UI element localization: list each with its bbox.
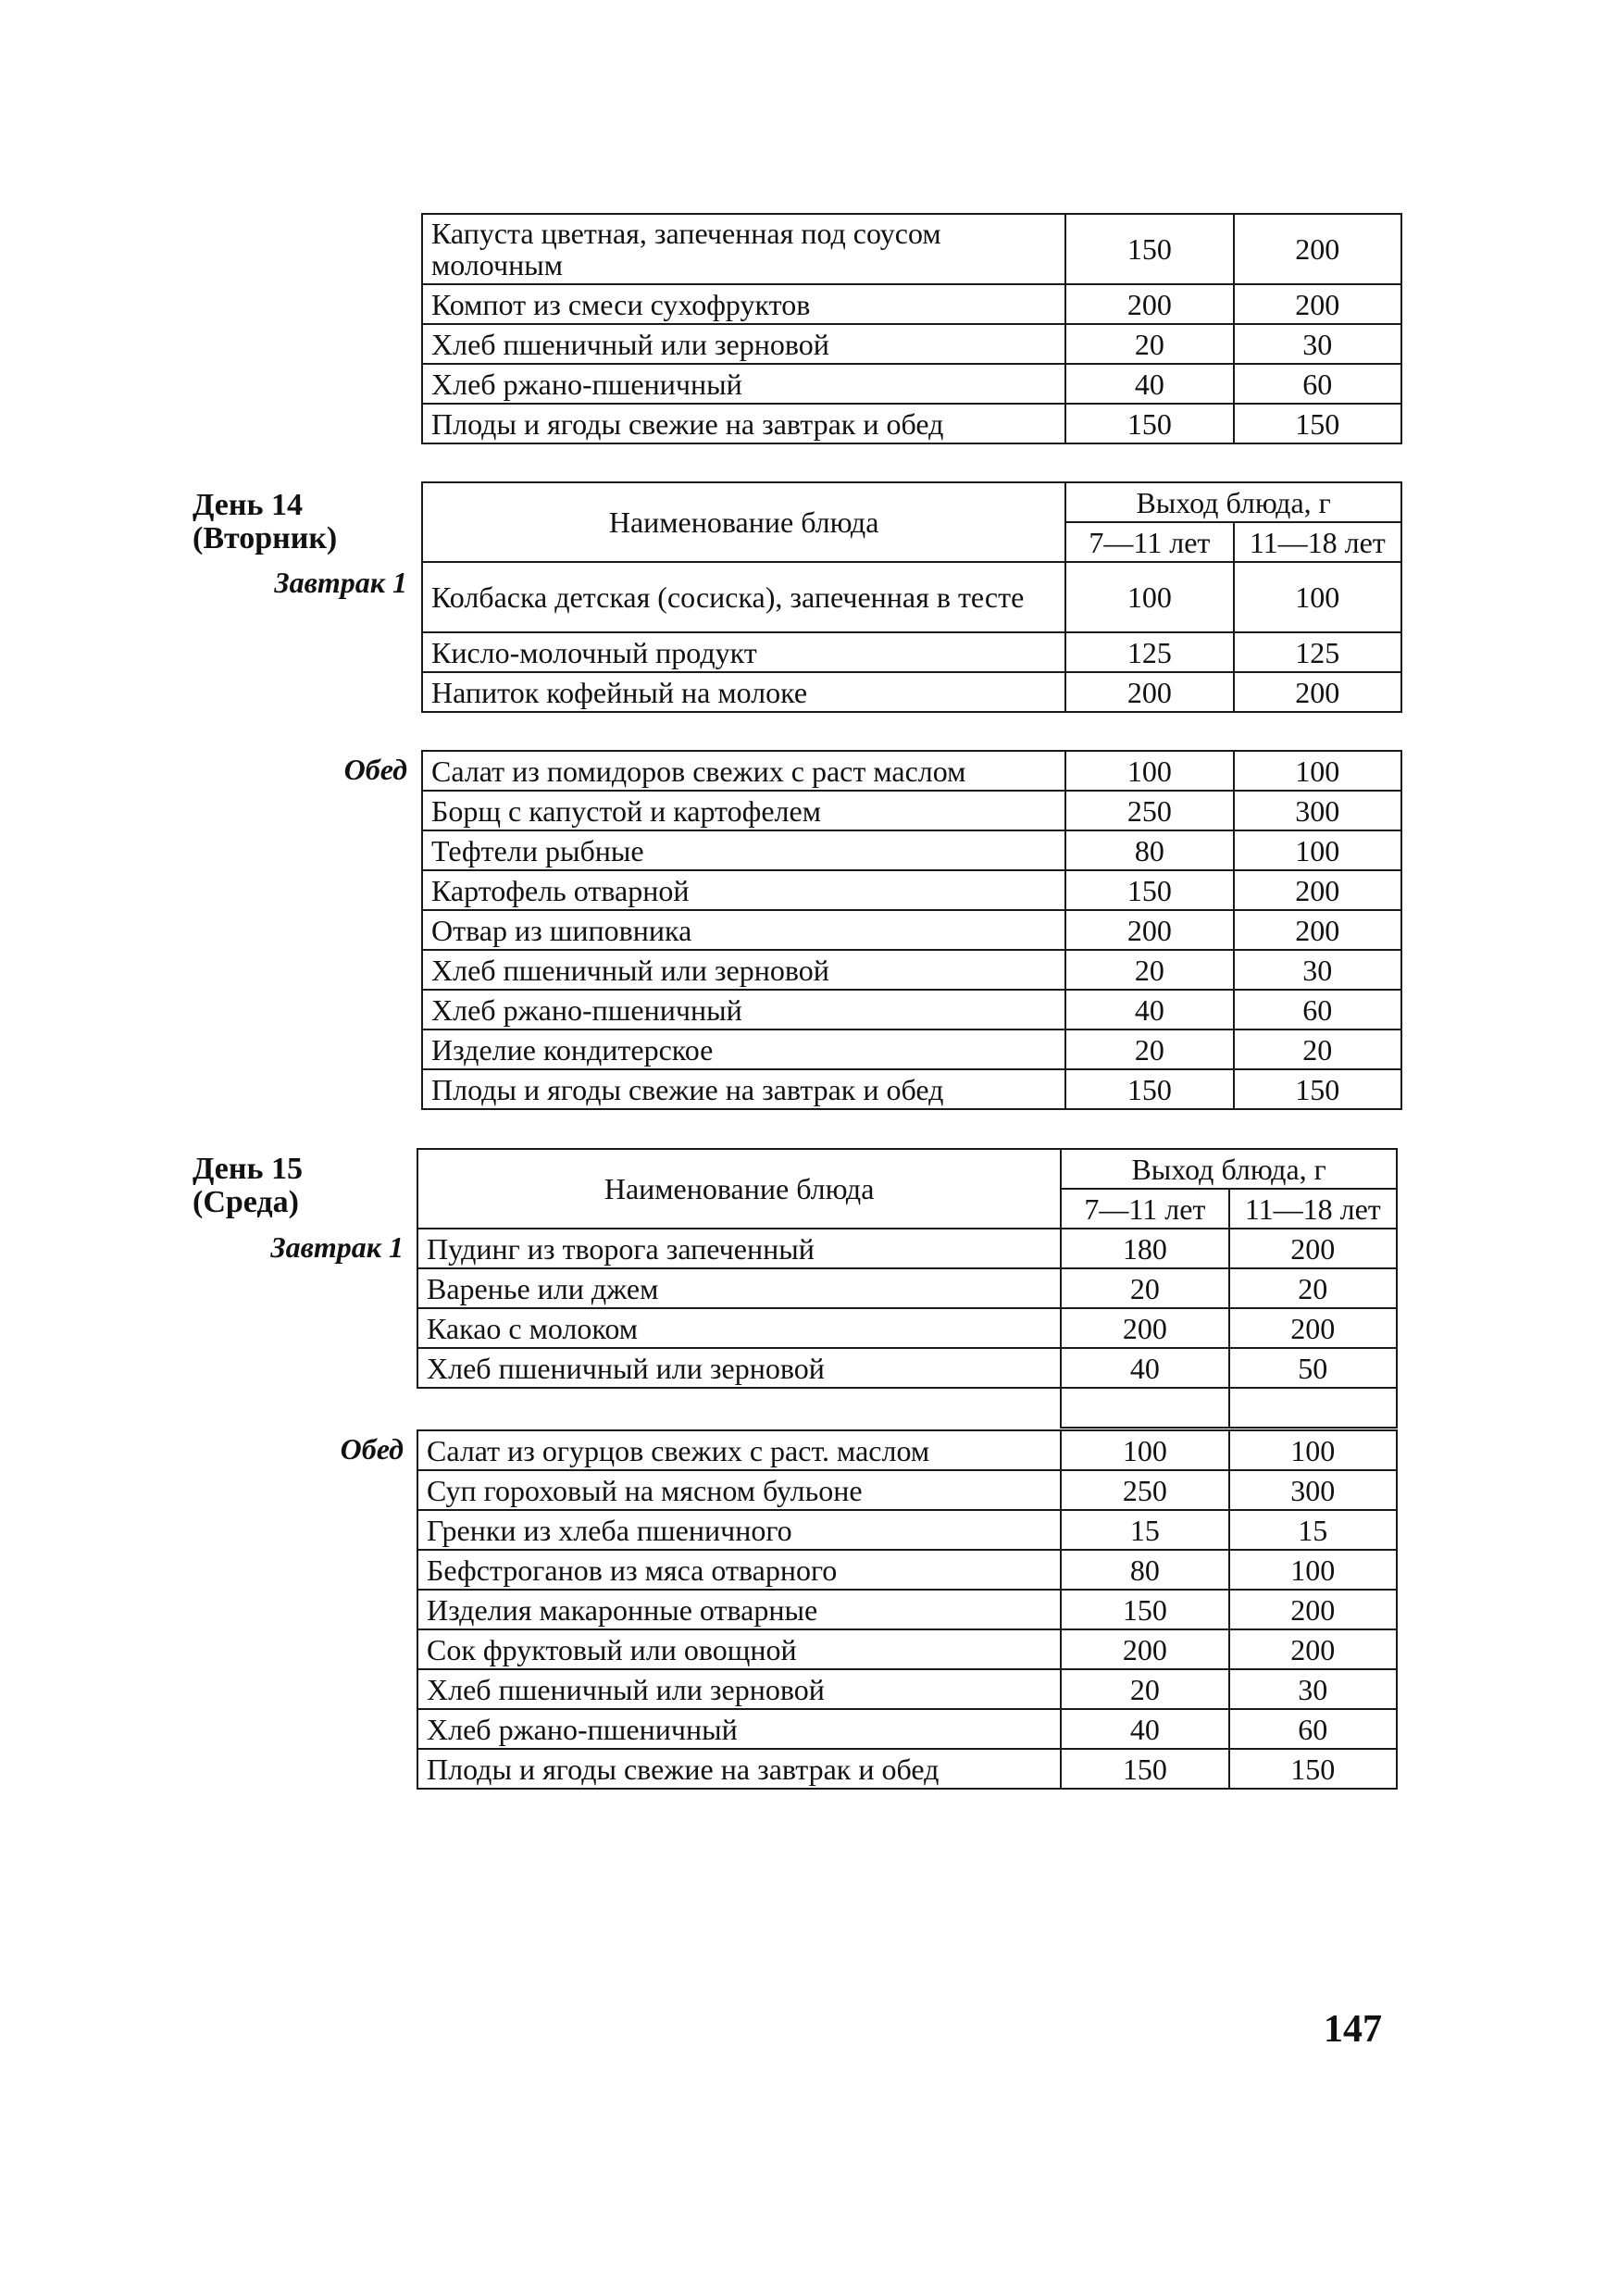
table-row — [417, 1470, 1397, 1510]
yield-7-11: 200 — [1065, 910, 1233, 950]
yield-7-11: 20 — [1065, 1029, 1233, 1069]
yield-7-11: 200 — [1065, 672, 1233, 712]
dish-name: Отвар из шиповника — [422, 910, 1065, 950]
column-header-yield: Выход блюда, г — [1065, 482, 1401, 522]
yield-7-11: 40 — [1061, 1348, 1228, 1388]
table-row — [417, 1669, 1397, 1709]
dish-name: Варенье или джем — [417, 1268, 1061, 1308]
dish-name: Хлеб пшеничный или зерновой — [417, 1348, 1061, 1388]
table-spacer-row — [417, 1388, 1397, 1428]
spacer-cell — [1229, 1388, 1397, 1428]
menu-table-continuation — [421, 213, 1402, 444]
yield-7-11: 200 — [1061, 1629, 1228, 1669]
day-14-weekday: (Вторник) — [193, 521, 338, 555]
menu-table-day-14-breakfast — [421, 481, 1402, 713]
yield-11-18: 50 — [1229, 1348, 1397, 1388]
day-15-title — [193, 1153, 303, 1219]
yield-11-18: 15 — [1229, 1510, 1397, 1550]
yield-7-11: 150 — [1065, 404, 1233, 443]
dish-name: Изделия макаронные отварные — [417, 1590, 1061, 1629]
table-row — [422, 870, 1401, 910]
table-row — [422, 830, 1401, 870]
yield-7-11: 20 — [1065, 950, 1233, 990]
table-row — [417, 1229, 1397, 1268]
yield-11-18: 150 — [1234, 404, 1401, 443]
table-header-row — [417, 1149, 1397, 1189]
yield-7-11: 20 — [1061, 1268, 1228, 1308]
table-row — [422, 950, 1401, 990]
table-row — [422, 791, 1401, 830]
dish-name: Хлеб пшеничный или зерновой — [422, 950, 1065, 990]
table-row — [417, 1629, 1397, 1669]
column-header-age-11-18: 11—18 лет — [1234, 522, 1401, 562]
dish-name: Хлеб пшеничный или зерновой — [417, 1669, 1061, 1709]
menu-table-day-15-breakfast — [417, 1148, 1398, 1429]
table-row — [417, 1550, 1397, 1590]
day-15-lunch-label: Обед — [340, 1432, 404, 1466]
yield-11-18: 150 — [1229, 1749, 1397, 1789]
table-row — [422, 1069, 1401, 1109]
day-14-name: День 14 — [193, 488, 303, 522]
yield-7-11: 150 — [1061, 1590, 1228, 1629]
table-row — [422, 284, 1401, 324]
yield-11-18: 300 — [1229, 1470, 1397, 1510]
yield-11-18: 200 — [1234, 870, 1401, 910]
yield-11-18: 20 — [1234, 1029, 1401, 1069]
dish-name: Хлеб ржано-пшеничный — [417, 1709, 1061, 1749]
yield-7-11: 150 — [1061, 1749, 1228, 1789]
dish-name: Плоды и ягоды свежие на завтрак и обед — [417, 1749, 1061, 1789]
yield-11-18: 150 — [1234, 1069, 1401, 1109]
page-number: 147 — [1324, 2008, 1382, 2051]
day-15-name: День 15 — [193, 1152, 303, 1186]
yield-7-11: 40 — [1065, 990, 1233, 1029]
yield-11-18: 20 — [1229, 1268, 1397, 1308]
yield-11-18: 200 — [1234, 214, 1401, 284]
yield-11-18: 60 — [1234, 990, 1401, 1029]
table-row — [422, 751, 1401, 791]
yield-11-18: 100 — [1234, 830, 1401, 870]
yield-7-11: 200 — [1061, 1308, 1228, 1348]
table-row — [417, 1510, 1397, 1550]
table-row — [422, 562, 1401, 632]
yield-7-11: 100 — [1065, 751, 1233, 791]
dish-name: Картофель отварной — [422, 870, 1065, 910]
yield-11-18: 100 — [1229, 1550, 1397, 1590]
yield-11-18: 200 — [1229, 1308, 1397, 1348]
menu-table-day-14-lunch — [421, 750, 1402, 1110]
table-row — [422, 404, 1401, 443]
dish-name: Хлеб ржано-пшеничный — [422, 364, 1065, 404]
table-row — [422, 990, 1401, 1029]
spacer-cell — [1061, 1388, 1228, 1428]
dish-name: Колбаска детская (сосиска), запеченная в тесте — [422, 562, 1065, 632]
column-header-dish: Наименование блюда — [422, 482, 1065, 562]
dish-name: Кисло-молочный продукт — [422, 632, 1065, 672]
yield-7-11: 180 — [1061, 1229, 1228, 1268]
table-row — [417, 1348, 1397, 1388]
dish-name: Пудинг из творога запеченный — [417, 1229, 1061, 1268]
day-15-weekday: (Среда) — [193, 1185, 299, 1219]
dish-name: Изделие кондитерское — [422, 1029, 1065, 1069]
table-row — [422, 364, 1401, 404]
table-row — [417, 1268, 1397, 1308]
day-14-lunch-label: Обед — [343, 753, 407, 786]
dish-name: Компот из смеси сухофруктов — [422, 284, 1065, 324]
dish-name: Какао с молоком — [417, 1308, 1061, 1348]
day-15-breakfast-label: Завтрак 1 — [270, 1230, 404, 1264]
dish-name: Суп гороховый на мясном бульоне — [417, 1470, 1061, 1510]
table-row — [417, 1709, 1397, 1749]
column-header-age-7-11: 7—11 лет — [1065, 522, 1233, 562]
dish-name: Салат из огурцов свежих с раст. маслом — [417, 1430, 1061, 1470]
yield-11-18: 125 — [1234, 632, 1401, 672]
spacer-cell — [417, 1388, 1061, 1428]
table-header-row — [422, 482, 1401, 522]
yield-11-18: 60 — [1234, 364, 1401, 404]
yield-11-18: 200 — [1234, 910, 1401, 950]
dish-name: Плоды и ягоды свежие на завтрак и обед — [422, 1069, 1065, 1109]
yield-7-11: 250 — [1061, 1470, 1228, 1510]
yield-11-18: 60 — [1229, 1709, 1397, 1749]
yield-11-18: 100 — [1234, 562, 1401, 632]
table-row — [422, 632, 1401, 672]
column-header-dish: Наименование блюда — [417, 1149, 1061, 1229]
day-14-breakfast-label: Завтрак 1 — [274, 566, 407, 599]
yield-7-11: 100 — [1061, 1430, 1228, 1470]
yield-11-18: 200 — [1229, 1229, 1397, 1268]
yield-7-11: 15 — [1061, 1510, 1228, 1550]
yield-7-11: 80 — [1061, 1550, 1228, 1590]
yield-7-11: 80 — [1065, 830, 1233, 870]
dish-name: Борщ с капустой и картофелем — [422, 791, 1065, 830]
yield-7-11: 20 — [1061, 1669, 1228, 1709]
table-row — [422, 672, 1401, 712]
yield-11-18: 30 — [1234, 950, 1401, 990]
column-header-age-11-18: 11—18 лет — [1229, 1189, 1397, 1229]
table-row — [422, 324, 1401, 364]
dish-name: Бефстроганов из мяса отварного — [417, 1550, 1061, 1590]
yield-7-11: 250 — [1065, 791, 1233, 830]
table-row — [422, 1029, 1401, 1069]
yield-7-11: 40 — [1061, 1709, 1228, 1749]
yield-7-11: 100 — [1065, 562, 1233, 632]
table-row — [422, 214, 1401, 284]
yield-7-11: 150 — [1065, 214, 1233, 284]
table-row — [417, 1749, 1397, 1789]
yield-11-18: 200 — [1229, 1590, 1397, 1629]
dish-name: Напиток кофейный на молоке — [422, 672, 1065, 712]
yield-11-18: 200 — [1234, 284, 1401, 324]
day-14-title — [193, 489, 337, 555]
yield-11-18: 100 — [1234, 751, 1401, 791]
column-header-age-7-11: 7—11 лет — [1061, 1189, 1228, 1229]
yield-11-18: 300 — [1234, 791, 1401, 830]
dish-name: Хлеб пшеничный или зерновой — [422, 324, 1065, 364]
dish-name: Тефтели рыбные — [422, 830, 1065, 870]
dish-name: Салат из помидоров свежих с раст маслом — [422, 751, 1065, 791]
yield-7-11: 40 — [1065, 364, 1233, 404]
yield-11-18: 200 — [1234, 672, 1401, 712]
table-row — [417, 1590, 1397, 1629]
yield-11-18: 30 — [1229, 1669, 1397, 1709]
menu-table-day-15-lunch — [417, 1429, 1398, 1790]
dish-name: Хлеб ржано-пшеничный — [422, 990, 1065, 1029]
yield-7-11: 200 — [1065, 284, 1233, 324]
dish-name: Плоды и ягоды свежие на завтрак и обед — [422, 404, 1065, 443]
yield-11-18: 200 — [1229, 1629, 1397, 1669]
column-header-yield: Выход блюда, г — [1061, 1149, 1397, 1189]
yield-7-11: 125 — [1065, 632, 1233, 672]
dish-name: Капуста цветная, запеченная под соусом молочным — [422, 214, 1065, 284]
dish-name: Гренки из хлеба пшеничного — [417, 1510, 1061, 1550]
yield-11-18: 30 — [1234, 324, 1401, 364]
yield-7-11: 150 — [1065, 870, 1233, 910]
table-row — [417, 1308, 1397, 1348]
yield-7-11: 150 — [1065, 1069, 1233, 1109]
table-row — [417, 1430, 1397, 1470]
dish-name: Сок фруктовый или овощной — [417, 1629, 1061, 1669]
yield-7-11: 20 — [1065, 324, 1233, 364]
yield-11-18: 100 — [1229, 1430, 1397, 1470]
table-row — [422, 910, 1401, 950]
